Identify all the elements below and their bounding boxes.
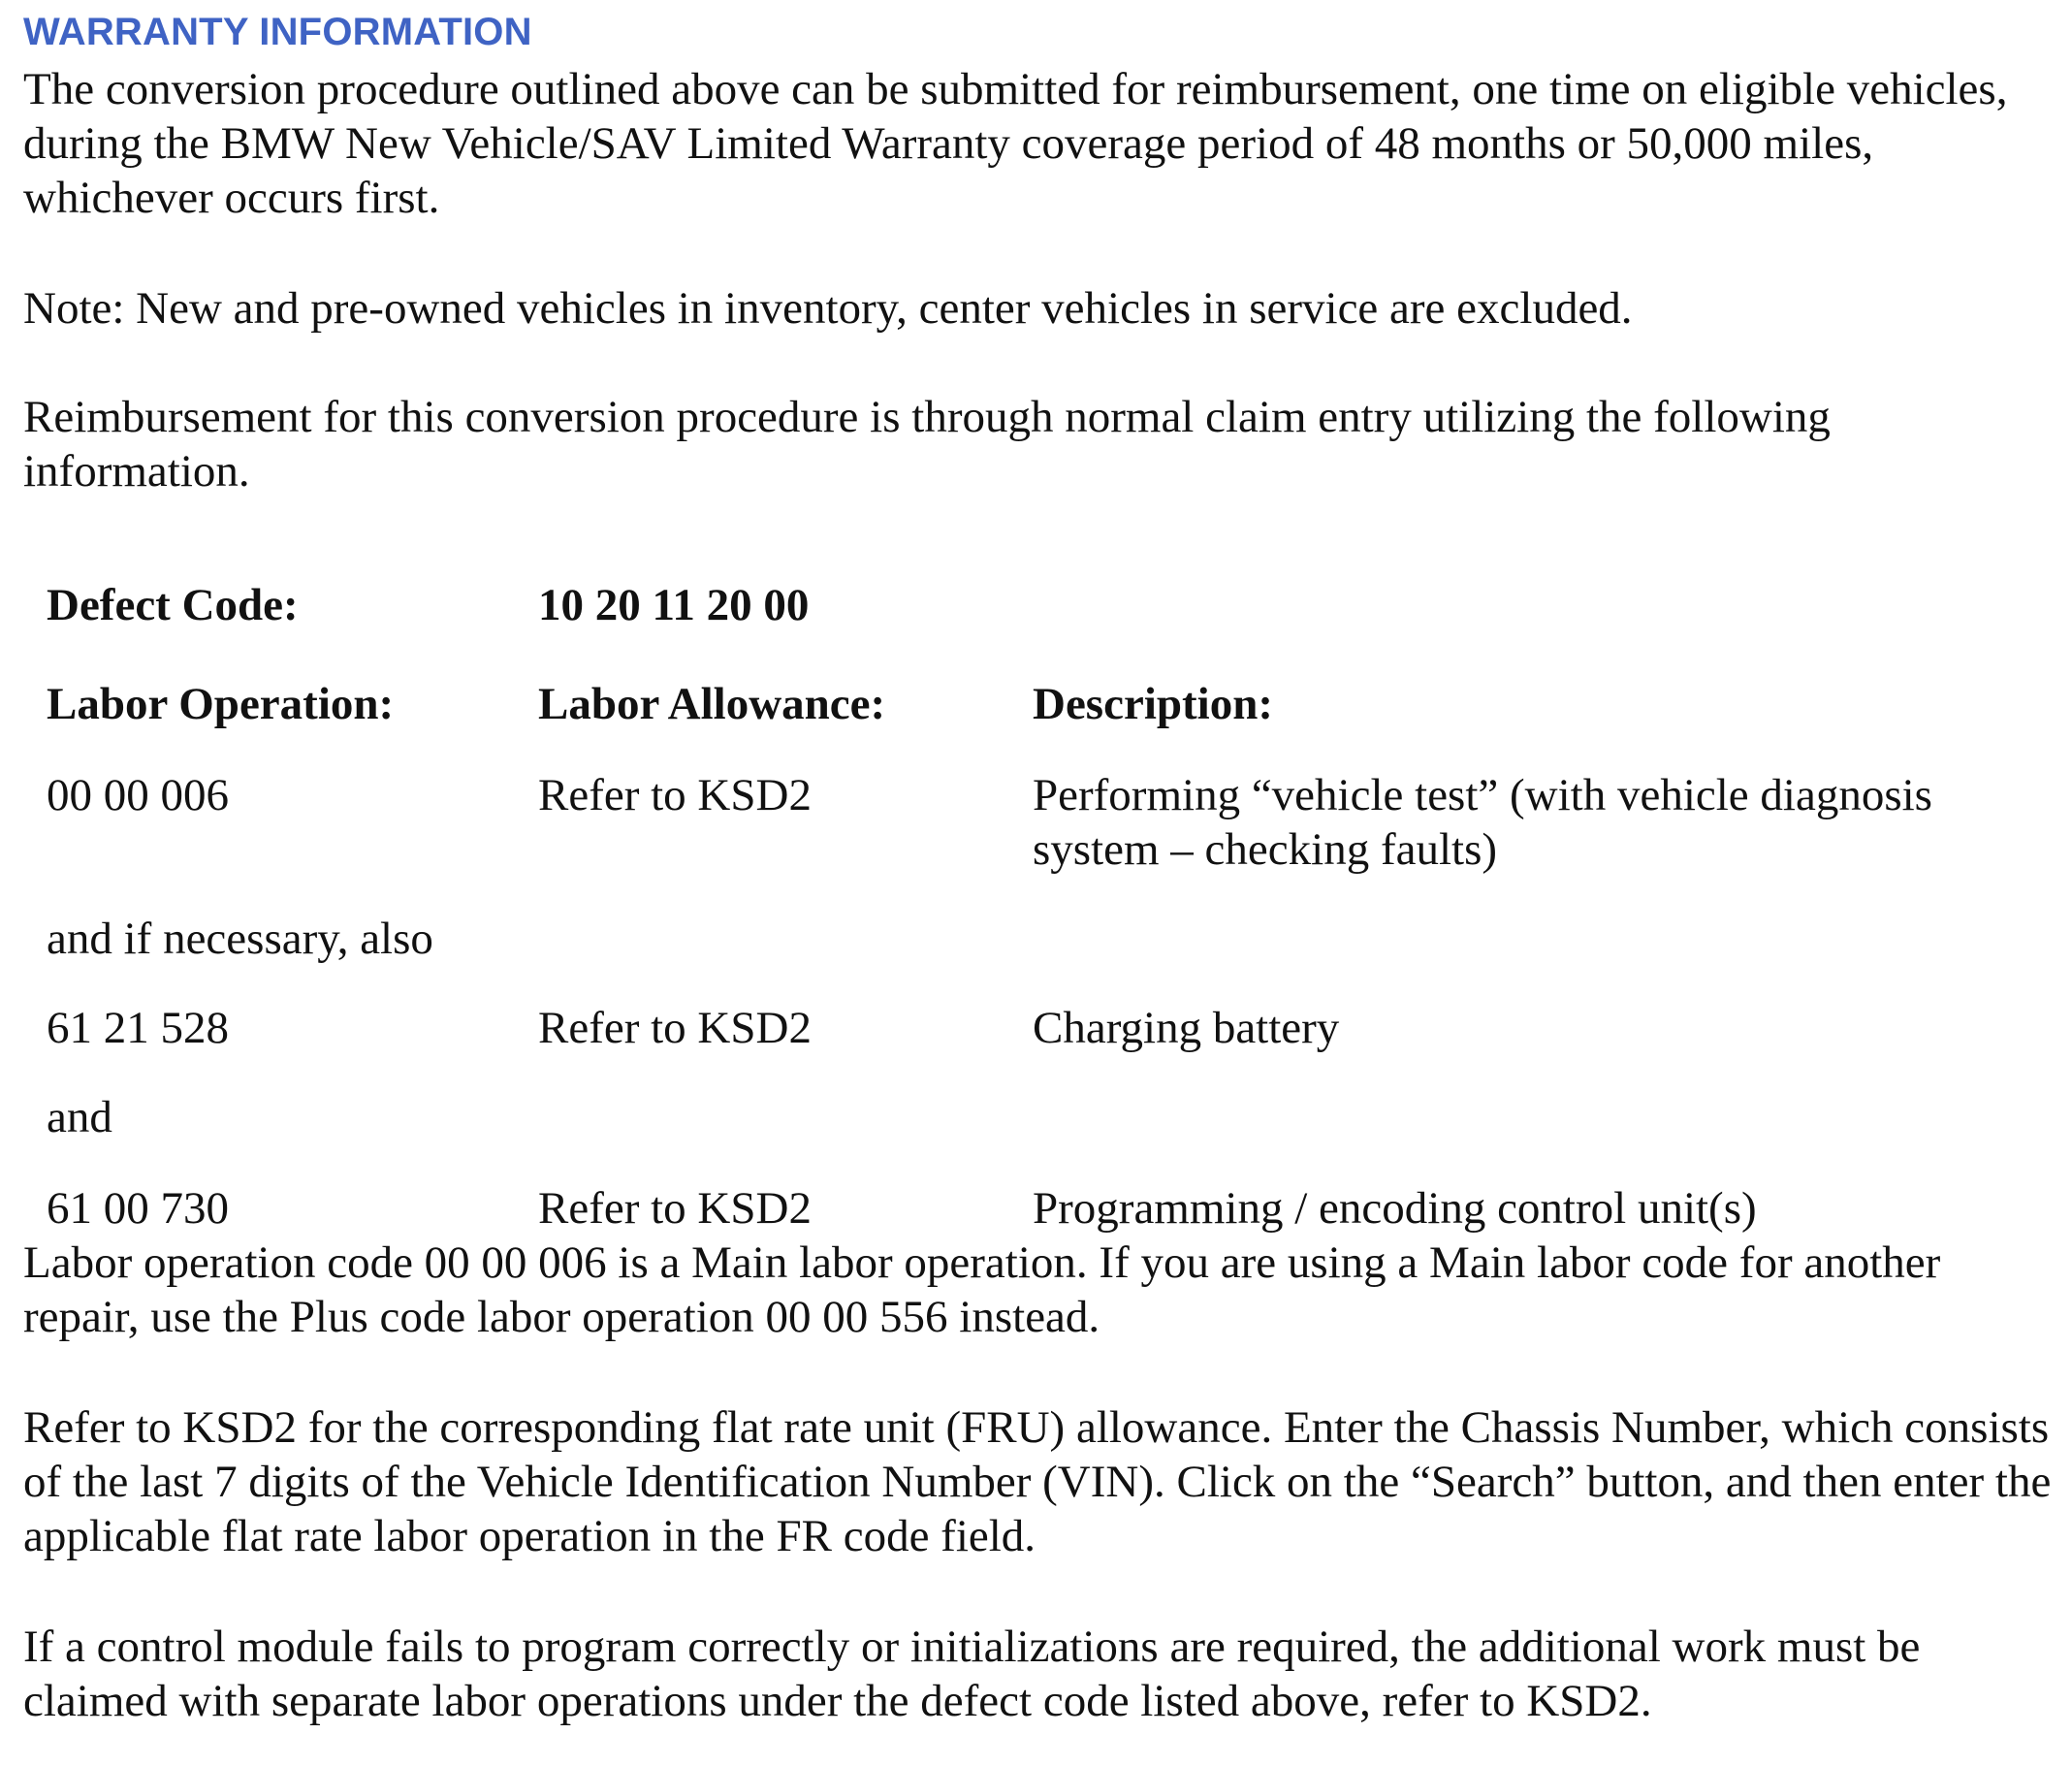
labor-allowance-cell: Refer to KSD2 <box>538 1183 812 1234</box>
labor-operation-cell: 00 00 006 <box>47 770 229 820</box>
labor-allowance-header: Labor Allowance: <box>538 679 886 729</box>
labor-operation-cell: 61 21 528 <box>47 1003 229 1053</box>
intro-paragraph: The conversion procedure outlined above can be submitted for reimbursement, one time on eligible vehicles, during the BMW New Vehicle/SAV Limited Warranty coverage period of 48 months or 50,000 miles, whichever occurs first. <box>23 64 2008 223</box>
defect-code-row <box>47 578 2059 632</box>
labor-operation-cell: 61 00 730 <box>47 1183 229 1234</box>
if-necessary-text: and if necessary, also <box>47 914 433 964</box>
description-cell: Performing “vehicle test” (with vehicle diagnosis system – checking faults) <box>1033 770 1932 875</box>
labor-code-table <box>47 578 2059 1236</box>
description-header: Description: <box>1033 679 1274 729</box>
and-text: and <box>47 1092 112 1142</box>
ksd2-paragraph: Refer to KSD2 for the corresponding flat rate unit (FRU) allowance. Enter the Chassis Number, which consists of the last 7 digits of the Vehicle Identification Number (VIN). Click on the “Search” button, and then enter the applicable flat rate labor operation in the FR code field. <box>23 1402 2052 1561</box>
description-cell: Programming / encoding control unit(s) <box>1033 1183 1757 1234</box>
labor-operation-header: Labor Operation: <box>47 679 395 729</box>
labor-allowance-cell: Refer to KSD2 <box>538 770 812 820</box>
description-cell: Charging battery <box>1033 1003 1340 1053</box>
table-row <box>47 768 2059 877</box>
table-row <box>47 1181 2059 1236</box>
warranty-document <box>23 8 2059 1728</box>
connector-row <box>47 912 2059 966</box>
table-header-row <box>47 677 2059 731</box>
connector-row <box>47 1090 2059 1144</box>
control-module-paragraph: If a control module fails to program correctly or initializations are required, the additional work must be claimed with separate labor operations under the defect code listed above, refer to KSD2. <box>23 1622 1921 1726</box>
note-paragraph: Note: New and pre-owned vehicles in inventory, center vehicles in service are excluded. <box>23 283 1633 334</box>
reimbursement-paragraph: Reimbursement for this conversion procedure is through normal claim entry utilizing the following information. <box>23 392 1831 497</box>
labor-allowance-cell: Refer to KSD2 <box>538 1003 812 1053</box>
main-labor-paragraph: Labor operation code 00 00 006 is a Main labor operation. If you are using a Main labor code for another repair, use the Plus code labor operation 00 00 556 instead. <box>23 1237 1941 1342</box>
defect-code-value: 10 20 11 20 00 <box>538 580 810 630</box>
defect-code-label: Defect Code: <box>47 580 299 630</box>
table-row <box>47 1001 2059 1055</box>
section-heading: WARRANTY INFORMATION <box>23 11 532 53</box>
